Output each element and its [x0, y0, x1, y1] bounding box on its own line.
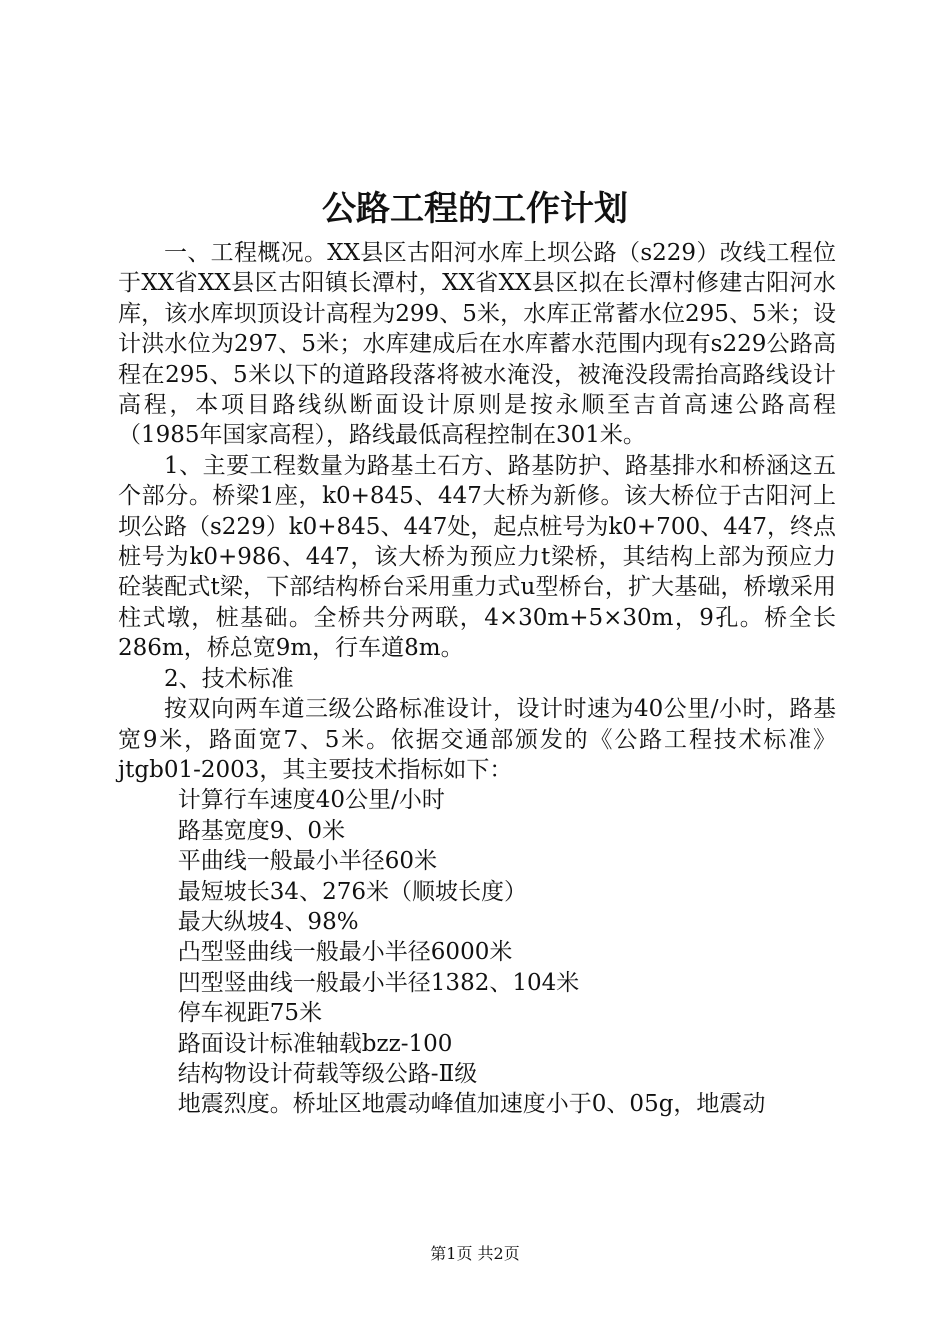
indicator-line: 路面设计标准轴载bzz-100 — [177, 1030, 453, 1057]
indicator-line: 结构物设计荷载等级公路-Ⅱ级 — [177, 1060, 478, 1087]
paragraph-main-quantities: 1、主要工程数量为路基土石方、路基防护、路基排水和桥涵这五个部分。桥梁1座，k0+845、447大桥为新修。该大桥位于古阳河上坝公路（s229）k0+845、447处，起点桩号为k0+700、447，终点桩号为k0+986、447，该大桥为预应力t梁桥，其结构上部为预应力砼装配式t梁，下部结构桥台采用重力式u型桥台，扩大基础，桥墩采用柱式墩，桩基础。全桥共分两联，4×30m+5×30m，9孔。桥全长286m，桥总宽9m，行车道8m。 — [118, 452, 836, 662]
technical-indicator-list — [118, 785, 836, 1119]
indicator-line: 凸型竖曲线一般最小半径6000米 — [177, 939, 513, 966]
indicator-line: 地震烈度。桥址区地震动峰值加速度小于0、05g，地震动 — [177, 1091, 766, 1118]
paragraph-technical-standard: 按双向两车道三级公路标准设计，设计时速为40公里/小时，路基宽9米，路面宽7、5米。依据交通部颁发的《公路工程技术标准》jtgb01-2003，其主要技术指标如下： — [118, 696, 836, 783]
indicator-line: 最大纵坡4、98% — [177, 908, 359, 935]
paragraph-technical-standard-heading: 2、技术标准 — [164, 665, 294, 692]
page-number-footer: 第1页 共2页 — [430, 1244, 520, 1263]
indicator-line: 计算行车速度40公里/小时 — [177, 787, 445, 814]
document-body — [118, 238, 836, 1120]
indicator-line: 路基宽度9、0米 — [177, 817, 346, 844]
paragraph-project-overview: 一、工程概况。XX县区古阳河水库上坝公路（s229）改线工程位于XX省XX县区古阳镇长潭村，XX省XX县区拟在长潭村修建古阳河水库，该水库坝顶设计高程为299、5米，水库正常蓄水位295、5米；设计洪水位为297、5米；水库建成后在水库蓄水范围内现有s229公路高程在295、5米以下的道路段落将被水淹没，被淹没段需抬高路线设计高程，本项目路线纵断面设计原则是按永顺至吉首高速公路高程（1985年国家高程），路线最低高程控制在301米。 — [118, 240, 836, 449]
indicator-line: 最短坡长34、276米（顺坡长度） — [177, 878, 527, 905]
indicator-line: 平曲线一般最小半径60米 — [177, 848, 438, 875]
document-title: 公路工程的工作计划 — [322, 189, 628, 229]
indicator-line: 凹型竖曲线一般最小半径1382、104米 — [177, 969, 580, 996]
indicator-line: 停车视距75米 — [177, 1000, 323, 1027]
